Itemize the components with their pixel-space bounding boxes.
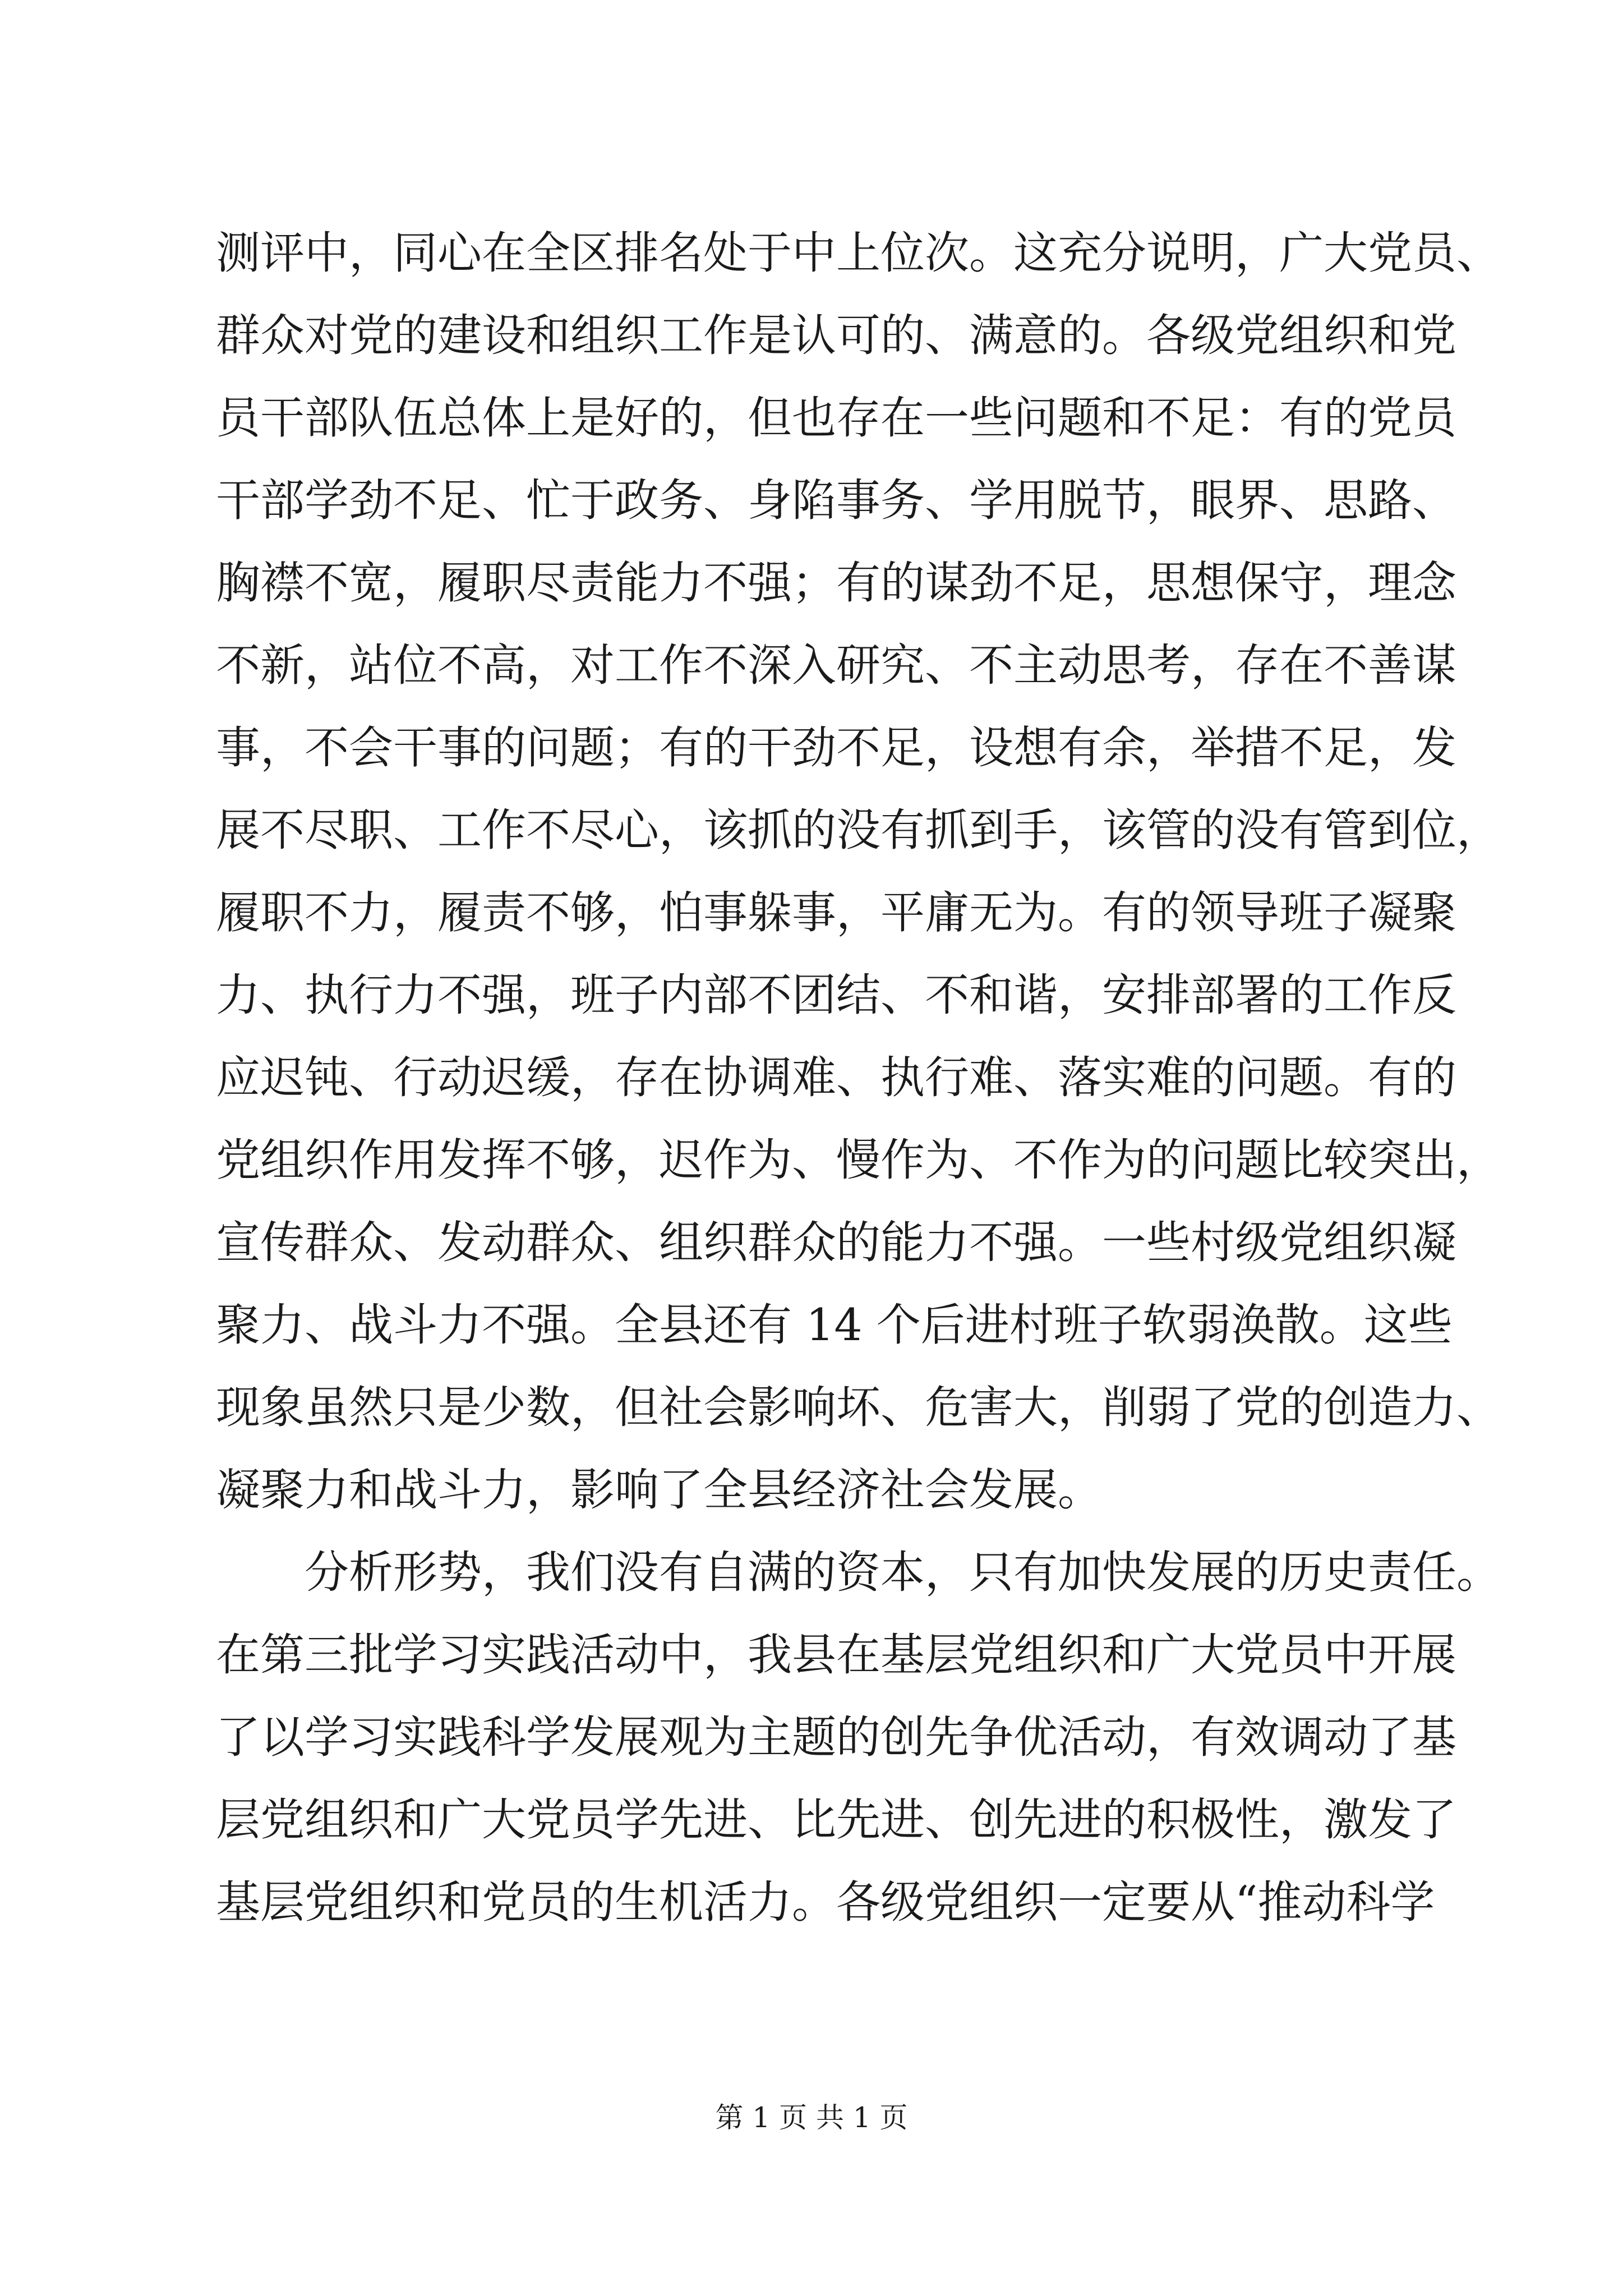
text-line: 群众对党的建设和组织工作是认可的、满意的。各级党组织和党 <box>216 310 1456 361</box>
text-line: 宣传群众、发动群众、组织群众的能力不强。一些村级党组织凝 <box>216 1217 1456 1268</box>
text-line: 履职不力，履责不够，怕事躲事，平庸无为。有的领导班子凝聚 <box>216 887 1456 938</box>
text-line: 胸襟不宽，履职尽责能力不强；有的谋劲不足，思想保守，理念 <box>216 557 1456 609</box>
page-footer: 第 1 页 共 1 页 <box>715 2101 908 2134</box>
text-line: 分析形势，我们没有自满的资本，只有加快发展的历史责任。 <box>305 1547 1501 1598</box>
text-line: 干部学劲不足、忙于政务、身陷事务、学用脱节，眼界、思路、 <box>216 475 1456 526</box>
text-line: 不新，站位不高，对工作不深入研究、不主动思考，存在不善谋 <box>216 639 1456 691</box>
text-line: 层党组织和广大党员学先进、比先进、创先进的积极性，激发了 <box>216 1794 1456 1846</box>
text-line: 了以学习实践科学发展观为主题的创先争优活动，有效调动了基 <box>216 1711 1456 1763</box>
text-line: 力、执行力不强，班子内部不团结、不和谐，安排部署的工作反 <box>216 969 1456 1021</box>
text-line: 聚力、战斗力不强。全县还有 14 个后进村班子软弱涣散。这些 <box>216 1299 1453 1351</box>
text-line: 应迟钝、行动迟缓，存在协调难、执行难、落实难的问题。有的 <box>216 1052 1456 1103</box>
text-line: 在第三批学习实践活动中，我县在基层党组织和广大党员中开展 <box>216 1629 1456 1681</box>
text-line: 员干部队伍总体上是好的，但也存在一些问题和不足：有的党员 <box>216 392 1456 444</box>
text-line: 现象虽然只是少数，但社会影响坏、危害大，削弱了党的创造力、 <box>216 1382 1501 1433</box>
text-line: 展不尽职、工作不尽心，该抓的没有抓到手，该管的没有管到位， <box>216 804 1501 856</box>
text-line: 凝聚力和战斗力，影响了全县经济社会发展。 <box>216 1464 1102 1516</box>
body-text <box>216 212 1501 1944</box>
text-line: 测评中，同心在全区排名处于中上位次。这充分说明，广大党员、 <box>216 227 1501 279</box>
text-line: 党组织作用发挥不够，迟作为、慢作为、不作为的问题比较突出， <box>216 1134 1501 1186</box>
text-line: 基层党组织和党员的生机活力。各级党组织一定要从“推动科学 <box>216 1876 1435 1928</box>
text-line: 事，不会干事的问题；有的干劲不足，设想有余，举措不足，发 <box>216 722 1456 774</box>
